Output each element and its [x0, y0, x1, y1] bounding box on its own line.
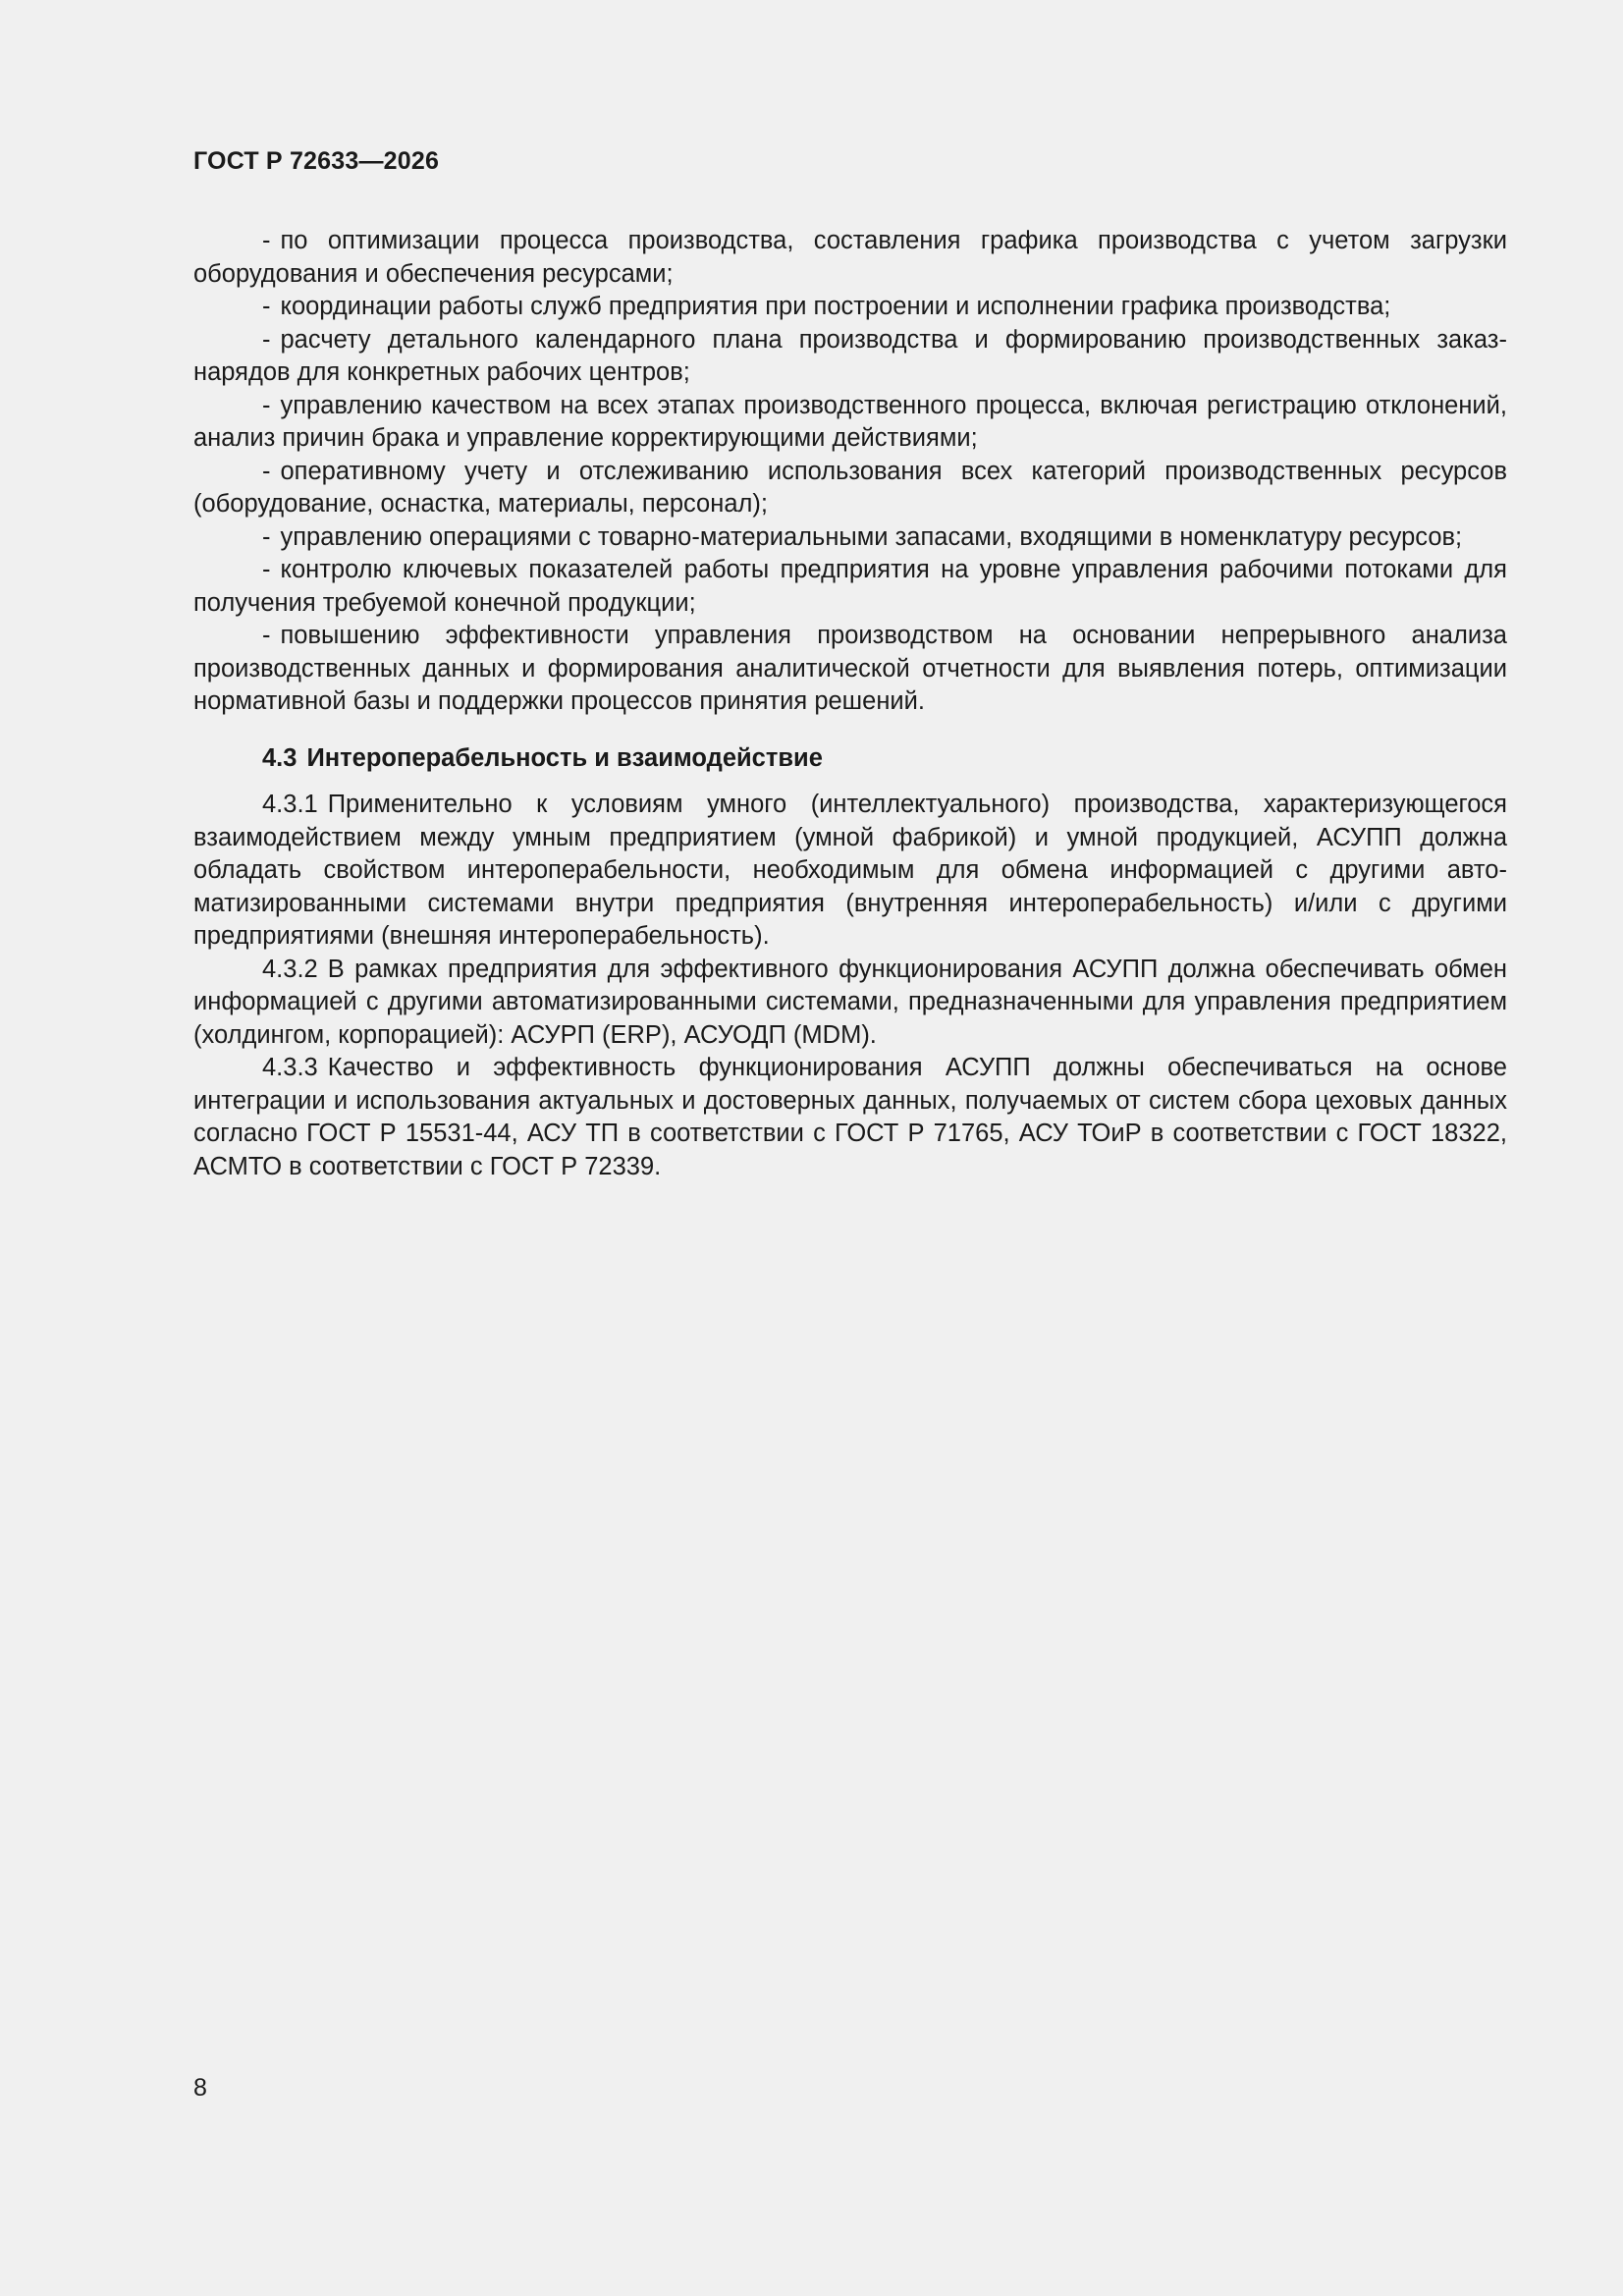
list-item — [193, 291, 1507, 324]
list-dash: - — [262, 391, 271, 419]
list-item — [193, 324, 1507, 390]
list-dash: - — [262, 293, 271, 320]
list-item — [193, 225, 1507, 291]
clause-paragraph — [193, 1052, 1507, 1183]
clause-paragraph — [193, 789, 1507, 954]
list-item-text: повышению эффективности управления производством на основании непрерывного анализа производственных данных и формирования аналитической отчетности для выявления потерь, оптимизации нормативной базы и поддержки процессов принятия решений. — [193, 622, 1507, 715]
clause-number: 4.3.3 — [262, 1054, 318, 1081]
clause-text: Применительно к условиям умного (интеллектуального) производства, характеризующегося взаимодействием между умным предприятием (умной фабрикой) и умной продукцией, АСУПП должна обладать свойством интероперабельности, необходимым для обмена информацией с другими автоматизированными системами внутри предприятия (внутренняя интероперабельность) и/или с другими предприятиями (внешняя интероперабельность). — [193, 791, 1507, 950]
clause-number: 4.3.1 — [262, 791, 318, 818]
list-item-text: контролю ключевых показателей работы предприятия на уровне управления рабочими потоками для получения требуемой конечной продукции; — [193, 556, 1507, 617]
clause-text: Качество и эффективность функционирования АСУПП должны обеспечиваться на основе интеграции и использования актуальных и достоверных данных, получаемых от систем сбора цеховых данных согласно ГОСТ Р 15531-44, АСУ ТП в соответствии с ГОСТ Р 71765, АСУ ТОиР в соответствии с ГОСТ 18322, АСМТО в соответствии с ГОСТ Р 72339. — [193, 1054, 1507, 1180]
list-item — [193, 456, 1507, 521]
list-item — [193, 521, 1507, 555]
list-item — [193, 554, 1507, 620]
list-item-text: оперативному учету и отслеживанию использования всех категорий производственных ресурсов (оборудование, оснастка, материалы, персонал); — [193, 457, 1507, 518]
section-heading — [193, 742, 1507, 776]
list-dash: - — [262, 325, 271, 354]
list-dash: - — [262, 622, 271, 649]
list-dash: - — [262, 522, 271, 551]
list-item-text: управлению операциями с товарно-материальными запасами, входящими в номенклатуру ресурсов; — [280, 522, 1463, 551]
list-item-text: управлению качеством на всех этапах производственного процесса, включая регистрацию отклонений, анализ причин брака и управление корректирующими действиями; — [193, 391, 1507, 452]
list-item-text: расчету детального календарного плана производства и формированию производственных заказ-нарядов для конкретных рабочих центров; — [193, 325, 1507, 386]
section-number: 4.3 — [262, 743, 298, 772]
section-title: Интероперабельность и взаимодействие — [306, 743, 823, 772]
list-item — [193, 390, 1507, 456]
clause-paragraph — [193, 954, 1507, 1053]
clause-text: В рамках предприятия для эффективного функционирования АСУПП должна обеспечивать обмен информацией с другими автоматизированными системами, предназначенными для управления предприятием (холдингом, корпорацией): АСУРП (ERP), АСУОДП (MDM). — [193, 955, 1507, 1049]
list-dash: - — [262, 556, 271, 583]
document-page — [193, 0, 1507, 2296]
list-item-text: координации работы служб предприятия при построении и исполнении графика производства; — [280, 293, 1391, 320]
page-number: 8 — [193, 2074, 207, 2102]
document-body — [193, 225, 1507, 1183]
list-item-text: по оптимизации процесса производства, составления графика производства с учетом загрузки оборудования и обеспечения ресурсами; — [193, 227, 1507, 288]
clause-number: 4.3.2 — [262, 955, 318, 983]
list-item — [193, 620, 1507, 719]
list-dash: - — [262, 457, 271, 485]
document-code-header: ГОСТ Р 72633—2026 — [193, 147, 440, 175]
list-dash: - — [262, 227, 271, 254]
